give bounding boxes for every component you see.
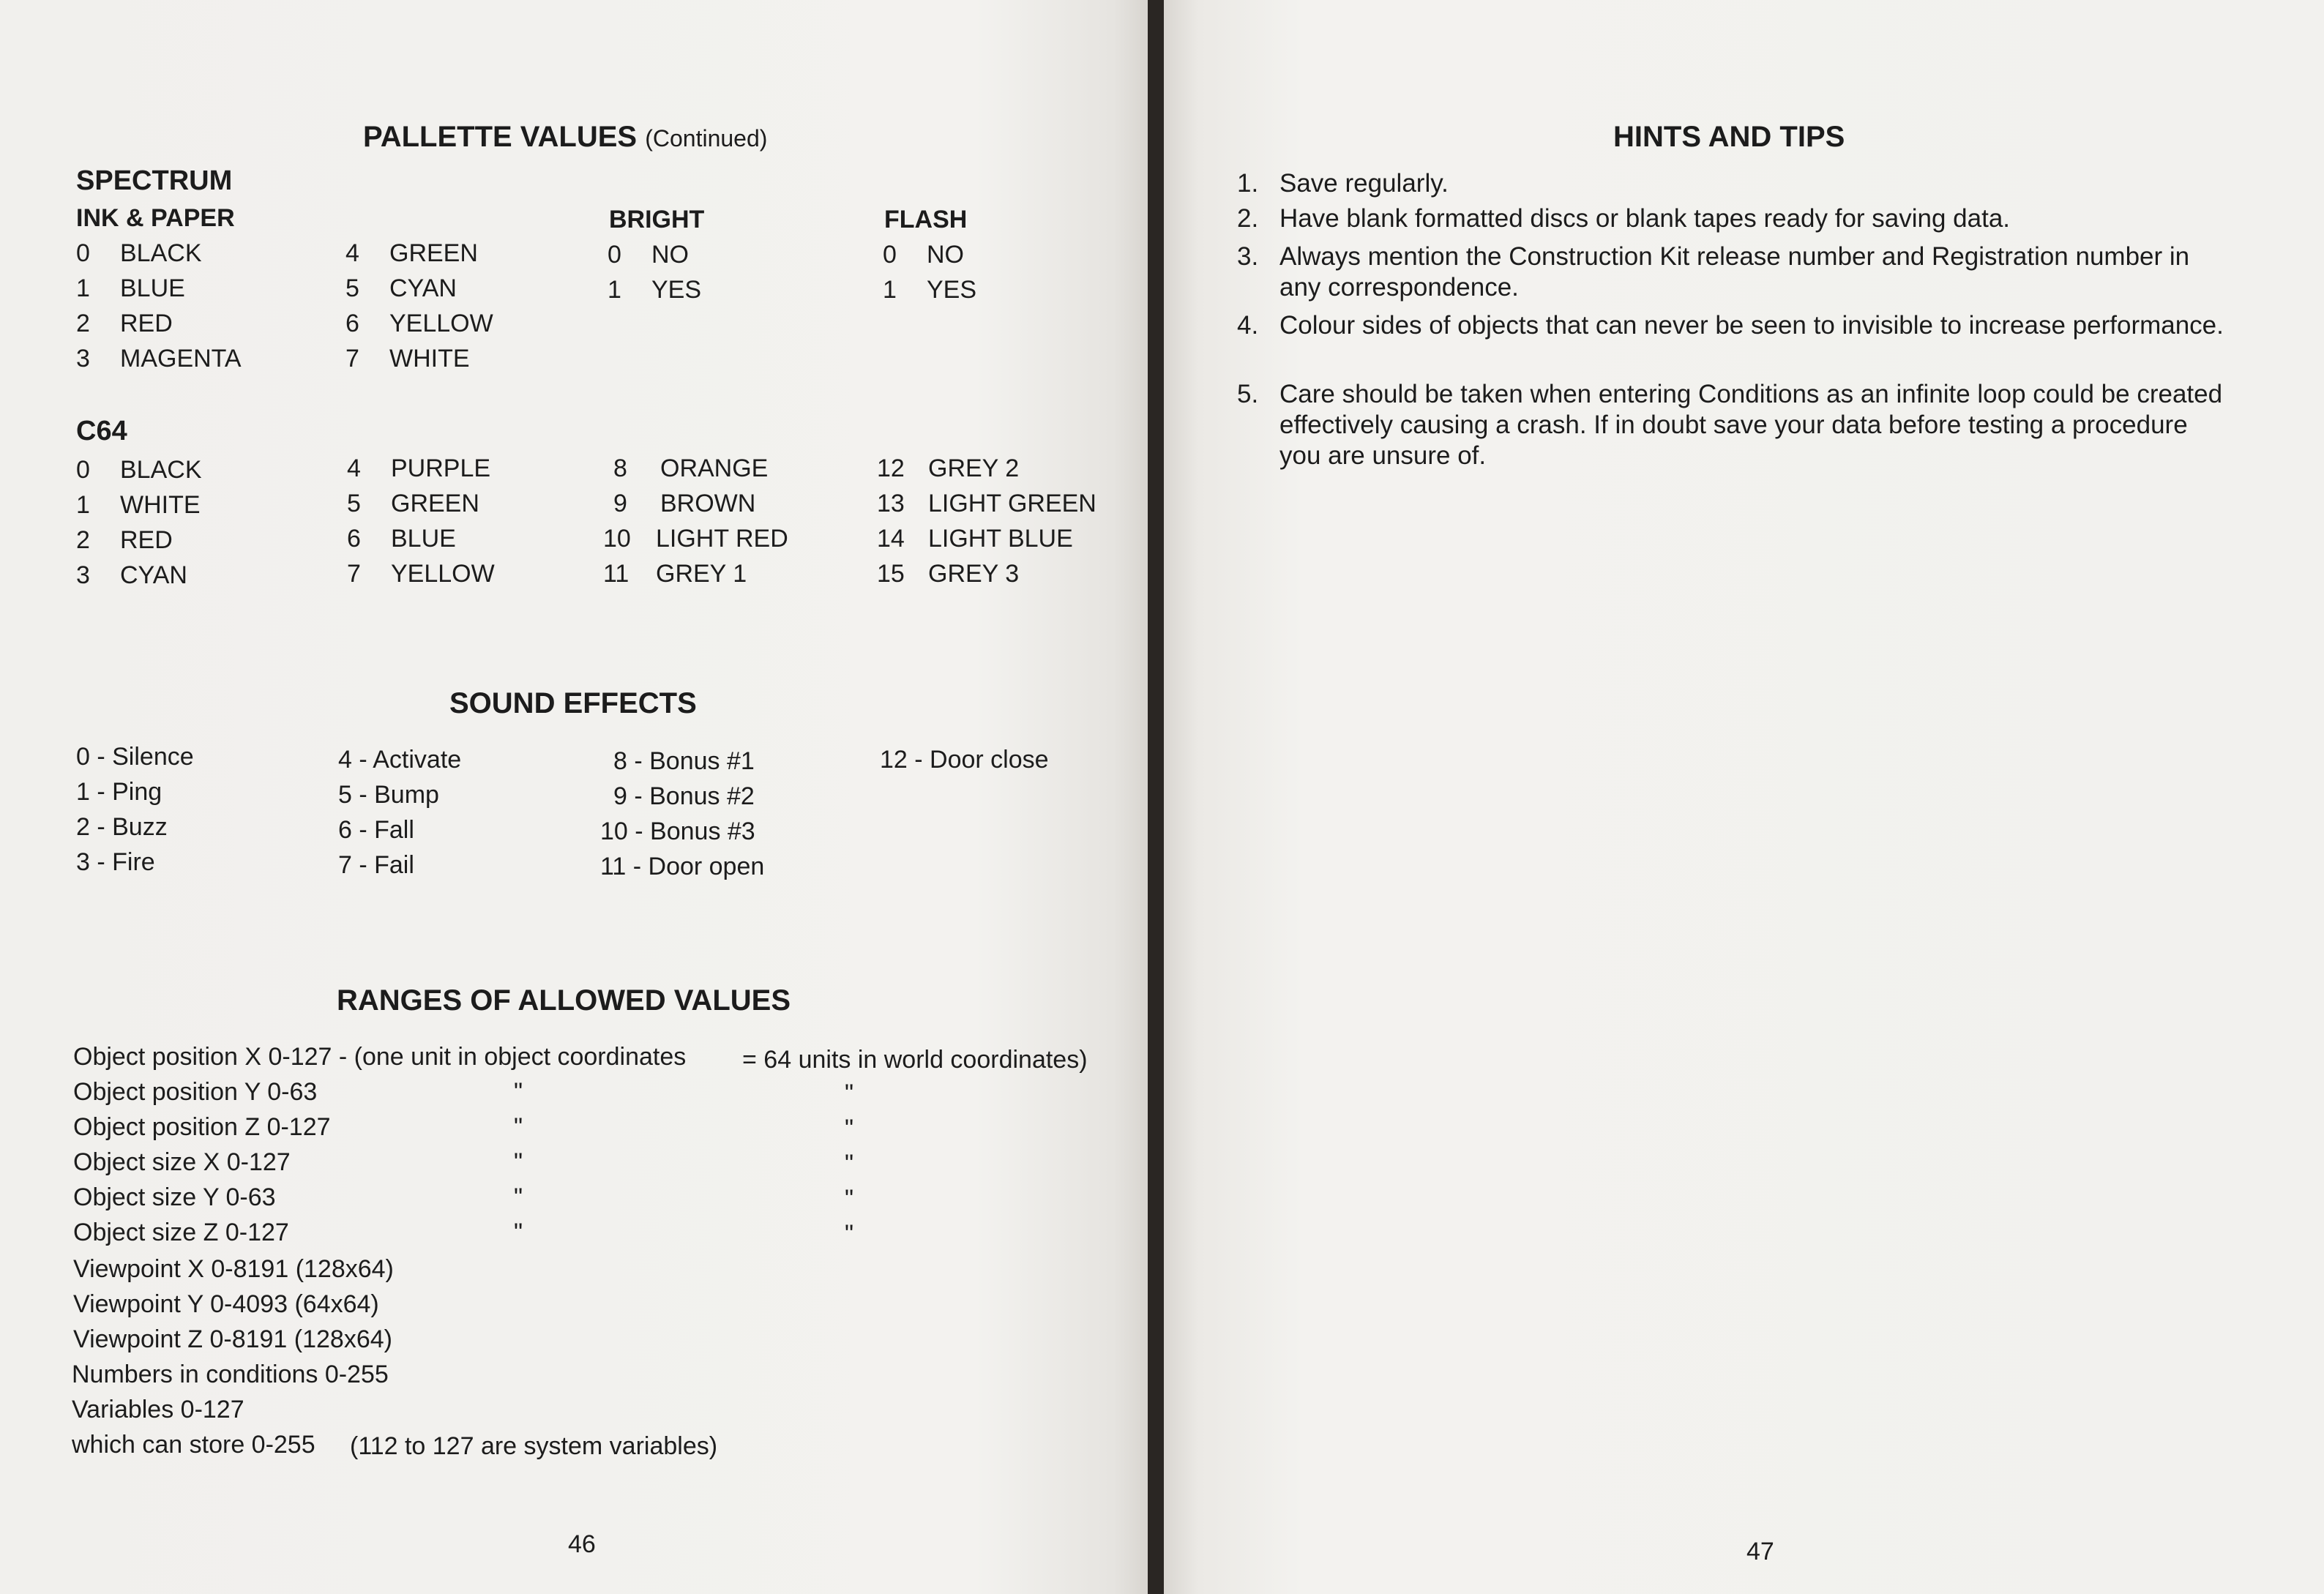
ditto-mark: " (514, 1148, 523, 1176)
ranges-title: RANGES OF ALLOWED VALUES (337, 984, 791, 1017)
range-line: Numbers in conditions 0-255 (72, 1361, 389, 1388)
spectrum-color-row: 6 YELLOW (345, 310, 493, 337)
tip-text: Always mention the Construction Kit release number and Registration number in any correspondence. (1279, 242, 2190, 302)
tip-number: 2. (1237, 204, 1259, 233)
page-number: 46 (568, 1530, 596, 1558)
c64-color-row: 10 LIGHT RED (603, 525, 788, 553)
spectrum-heading: SPECTRUM (76, 165, 233, 196)
range-line-tail: (112 to 127 are system variables) (350, 1432, 718, 1460)
c64-color-row: 2 RED (76, 526, 173, 554)
c64-color-row: 14 LIGHT BLUE (877, 525, 1073, 553)
ditto-mark: " (514, 1113, 523, 1141)
bright-heading: BRIGHT (609, 206, 705, 233)
tip-item (1237, 203, 2268, 234)
c64-color-row: 6 BLUE (347, 525, 456, 553)
c64-heading: C64 (76, 416, 127, 446)
sound-effect-item: 7 - Fail (338, 851, 414, 879)
range-line: Object position X 0-127 - (one unit in object coordinates (73, 1043, 687, 1071)
palette-title (363, 120, 767, 155)
c64-color-row: 3 CYAN (76, 561, 187, 589)
c64-color-row: 5 GREEN (347, 490, 479, 517)
ditto-mark: " (845, 1150, 854, 1178)
range-line: Object size Y 0-63 (73, 1183, 276, 1211)
c64-color-row: 15 GREY 3 (877, 560, 1020, 588)
sound-effect-item: 9 - Bonus #2 (613, 782, 755, 810)
ditto-mark: " (514, 1183, 523, 1211)
c64-color-row: 12 GREY 2 (877, 454, 1020, 482)
c64-color-row: 1 WHITE (76, 491, 201, 519)
spectrum-color-row: 5 CYAN (345, 274, 457, 302)
c64-color-row: 9 BROWN (613, 490, 756, 517)
sound-effect-item: 3 - Fire (76, 848, 155, 876)
spectrum-color-row: 4 GREEN (345, 239, 478, 267)
left-page (0, 0, 1148, 1594)
sound-effect-item: 8 - Bonus #1 (613, 747, 755, 775)
tip-item (1237, 379, 2224, 471)
tip-text: Care should be taken when entering Conditions as an infinite loop could be created effectively causing a crash. If in doubt save your data before testing a procedure you are unsure of. (1279, 380, 2223, 470)
range-line: which can store 0-255 (72, 1431, 315, 1459)
range-line: Object position Y 0-63 (73, 1078, 318, 1106)
hints-title: HINTS AND TIPS (1613, 121, 1845, 153)
c64-color-row: 0 BLACK (76, 456, 202, 484)
sound-effect-item: 2 - Buzz (76, 813, 168, 841)
bright-row: 1 YES (608, 276, 702, 304)
bright-row: 0 NO (608, 241, 689, 269)
c64-color-row: 11 GREY 1 (603, 560, 747, 588)
range-line: Viewpoint Z 0-8191 (128x64) (73, 1325, 392, 1353)
tip-number: 4. (1237, 311, 1259, 340)
spectrum-color-row: 1 BLUE (76, 274, 185, 302)
range-line: Object size Z 0-127 (73, 1219, 289, 1246)
c64-color-row: 13 LIGHT GREEN (877, 490, 1096, 517)
flash-row: 0 NO (883, 241, 964, 269)
sound-effect-item: 10 - Bonus #3 (600, 817, 755, 845)
sound-effect-item: 0 - Silence (76, 743, 194, 771)
sound-effect-item: 5 - Bump (338, 781, 439, 809)
range-line: Viewpoint Y 0-4093 (64x64) (73, 1290, 379, 1318)
range-line: Object size X 0-127 (73, 1148, 291, 1176)
c64-color-row: 7 YELLOW (347, 560, 495, 588)
flash-row: 1 YES (883, 276, 977, 304)
tip-item (1237, 242, 2224, 303)
ink-paper-heading: INK & PAPER (76, 204, 235, 232)
sound-effect-item: 4 - Activate (338, 746, 462, 774)
tip-text: Colour sides of objects that can never be seen to invisible to increase performance. (1279, 311, 2224, 340)
sound-effects-title: SOUND EFFECTS (449, 687, 697, 719)
c64-color-row: 8 ORANGE (613, 454, 769, 482)
sound-effect-item: 1 - Ping (76, 778, 162, 806)
palette-title-suffix: (Continued) (645, 125, 768, 151)
flash-heading: FLASH (884, 206, 968, 233)
ditto-mark: " (845, 1115, 854, 1142)
sound-effect-item: 6 - Fall (338, 816, 414, 844)
spectrum-color-row: 3 MAGENTA (76, 345, 242, 373)
range-line: Object position Z 0-127 (73, 1113, 331, 1141)
tip-item (1237, 310, 2224, 341)
palette-title-text: PALLETTE VALUES (363, 121, 638, 153)
spectrum-color-row: 0 BLACK (76, 239, 202, 267)
right-page (1164, 0, 2324, 1594)
tip-number: 1. (1237, 169, 1259, 198)
ditto-mark: " (845, 1079, 854, 1107)
spectrum-color-row: 7 WHITE (345, 345, 470, 373)
tip-text: Save regularly. (1279, 169, 1449, 198)
tip-item (1237, 168, 2268, 199)
ditto-mark: " (845, 1185, 854, 1213)
ditto-mark: " (514, 1078, 523, 1106)
tip-number: 3. (1237, 242, 1259, 271)
range-line: Viewpoint X 0-8191 (128x64) (73, 1255, 394, 1283)
range-line-tail: = 64 units in world coordinates) (742, 1046, 1088, 1074)
range-line: Variables 0-127 (72, 1396, 244, 1423)
c64-color-row: 4 PURPLE (347, 454, 491, 482)
ditto-mark: " (845, 1220, 854, 1248)
sound-effect-item: 11 - Door open (600, 853, 765, 880)
sound-effect-item: 12 - Door close (880, 746, 1049, 774)
spectrum-color-row: 2 RED (76, 310, 173, 337)
ditto-mark: " (514, 1219, 523, 1246)
page-number: 47 (1746, 1538, 1774, 1565)
tip-number: 5. (1237, 380, 1259, 408)
tip-text: Have blank formatted discs or blank tapes ready for saving data. (1279, 204, 2011, 233)
